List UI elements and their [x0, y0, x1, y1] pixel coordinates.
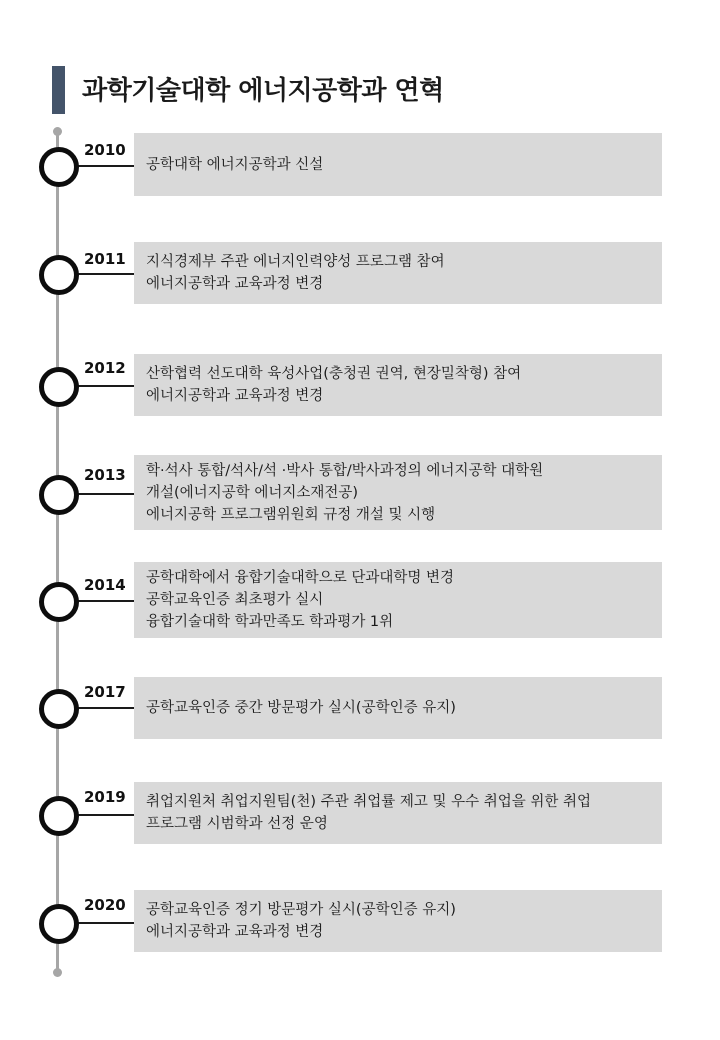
year-label: 2017 — [84, 683, 126, 701]
year-label: 2011 — [84, 250, 126, 268]
connector-line — [74, 493, 134, 495]
year-label: 2014 — [84, 576, 126, 594]
connector-line — [74, 707, 134, 709]
event-line: 에너지공학과 교육과정 변경 — [146, 388, 324, 404]
timeline-end-dot — [53, 968, 62, 977]
timeline-node — [39, 255, 79, 295]
event-box — [134, 133, 662, 196]
event-line: 프로그램 시범학과 선정 운영 — [146, 816, 328, 832]
page-title: 과학기술대학 에너지공학과 연혁 — [82, 76, 444, 106]
event-box — [134, 890, 662, 952]
event-line: 공학교육인증 정기 방문평가 실시(공학인증 유지) — [146, 902, 456, 918]
event-box — [134, 562, 662, 638]
event-box — [134, 455, 662, 530]
timeline-node — [39, 796, 79, 836]
event-line: 융합기술대학 학과만족도 학과평가 1위 — [146, 614, 394, 630]
timeline-node — [39, 582, 79, 622]
connector-line — [74, 600, 134, 602]
event-box — [134, 242, 662, 304]
timeline-start-dot — [53, 127, 62, 136]
event-line: 지식경제부 주관 에너지인력양성 프로그램 참여 — [146, 254, 445, 270]
event-line: 산학협력 선도대학 육성사업(충청권 권역, 현장밀착형) 참여 — [146, 366, 522, 382]
event-line: 개설(에너지공학 에너지소재전공) — [146, 484, 359, 501]
timeline-node — [39, 367, 79, 407]
event-line: 에너지공학과 교육과정 변경 — [146, 924, 324, 940]
connector-line — [74, 922, 134, 924]
connector-line — [74, 814, 134, 816]
event-line: 공학교육인증 중간 방문평가 실시(공학인증 유지) — [146, 700, 456, 716]
event-line: 공학교육인증 최초평가 실시 — [146, 592, 324, 608]
event-line: 에너지공학과 교육과정 변경 — [146, 276, 324, 292]
timeline-node — [39, 475, 79, 515]
timeline-node — [39, 147, 79, 187]
connector-line — [74, 385, 134, 387]
event-line: 취업지원처 취업지원팀(천) 주관 취업률 제고 및 우수 취업을 위한 취업 — [146, 794, 591, 810]
event-box — [134, 782, 662, 844]
event-line: 공학대학 에너지공학과 신설 — [146, 156, 324, 173]
title-accent-bar — [52, 66, 65, 114]
year-label: 2012 — [84, 359, 126, 377]
event-line: 학·석사 통합/석사/석 ·박사 통합/박사과정의 에너지공학 대학원 — [146, 462, 544, 479]
year-label: 2019 — [84, 788, 126, 806]
event-line: 에너지공학 프로그램위원회 규정 개설 및 시행 — [146, 506, 436, 523]
timeline-node — [39, 689, 79, 729]
connector-line — [74, 165, 134, 167]
year-label: 2010 — [84, 141, 126, 159]
event-line: 공학대학에서 융합기술대학으로 단과대학명 변경 — [146, 570, 454, 586]
year-label: 2013 — [84, 466, 126, 484]
connector-line — [74, 273, 134, 275]
event-box — [134, 677, 662, 739]
event-box — [134, 354, 662, 416]
year-label: 2020 — [84, 896, 126, 914]
timeline-node — [39, 904, 79, 944]
